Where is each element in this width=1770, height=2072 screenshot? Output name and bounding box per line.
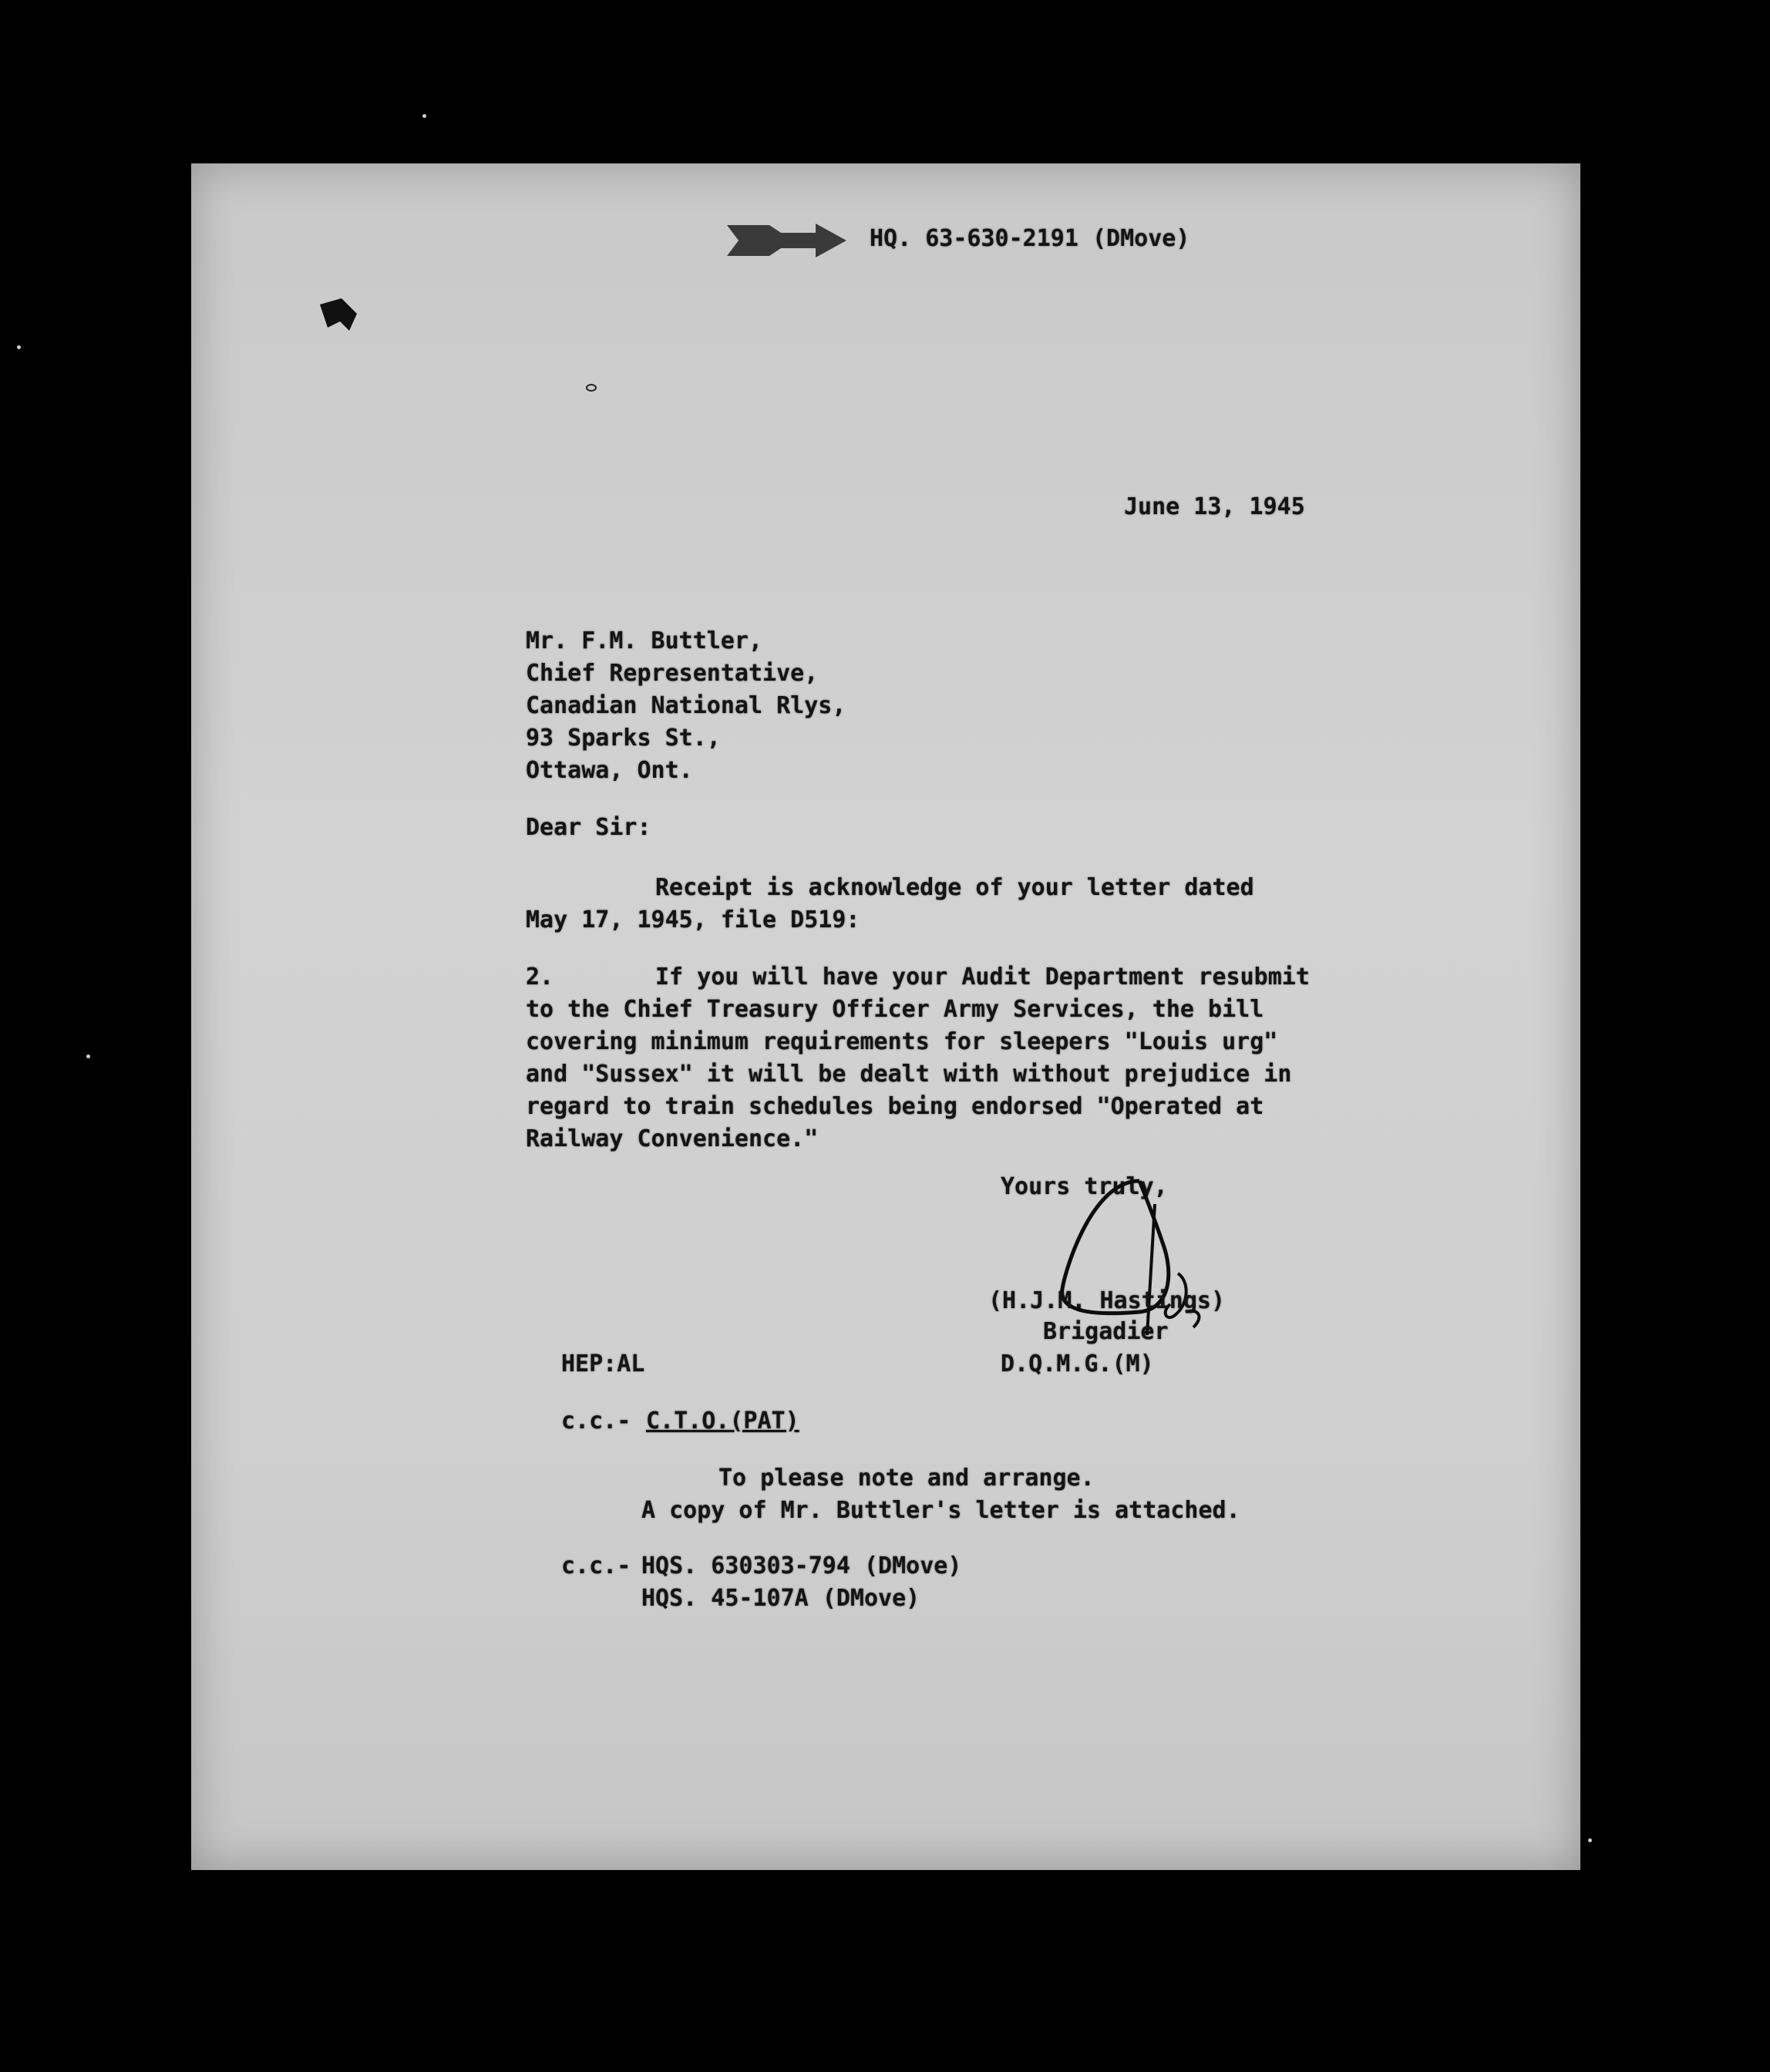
paragraph-line: Receipt is acknowledge of your letter dated: [655, 874, 1254, 901]
paragraph-line: May 17, 1945, file D519:: [526, 906, 860, 933]
paragraph-line: If you will have your Audit Department resubmit: [655, 964, 1310, 991]
pointing-arrow-stamp-icon: [723, 217, 854, 264]
cc-label: c.c.-: [561, 1408, 631, 1435]
recipient-line: Canadian National Rlys,: [526, 692, 846, 719]
signatory-name: (H.J.M. Hastings): [988, 1287, 1226, 1314]
cc-note-line: A copy of Mr. Buttler's letter is attached.: [641, 1497, 1240, 1524]
reference-initials: HEP:AL: [561, 1350, 645, 1377]
dust-speck: [1588, 1838, 1592, 1842]
ink-dot-icon: [586, 384, 597, 392]
salutation: Dear Sir:: [526, 814, 651, 841]
signatory-title: D.Q.M.G.(M): [1001, 1350, 1154, 1377]
paragraph-line: to the Chief Treasury Officer Army Services, the bill: [526, 996, 1264, 1023]
cc-note-line: To please note and arrange.: [718, 1465, 1095, 1492]
paragraph-line: and "Sussex" it will be dealt with without prejudice in: [526, 1061, 1292, 1088]
closing: Yours truly,: [1001, 1173, 1168, 1200]
recipient-line: Mr. F.M. Buttler,: [526, 627, 763, 654]
recipient-line: Chief Representative,: [526, 660, 819, 687]
file-reference: HQ. 63-630-2191 (DMove): [870, 225, 1190, 252]
cc-file-line: HQS. 45-107A (DMove): [641, 1585, 920, 1612]
recipient-line: 93 Sparks St.,: [526, 725, 721, 752]
signatory-rank: Brigadier: [1043, 1318, 1169, 1345]
letter-page: [191, 163, 1580, 1870]
paragraph-line: covering minimum requirements for sleepers "Louis urg": [526, 1028, 1278, 1055]
cc-file-line: HQS. 630303-794 (DMove): [641, 1552, 962, 1579]
dust-speck: [422, 114, 426, 118]
corner-punch-mark-icon: [318, 297, 360, 334]
cc-label: c.c.-: [561, 1552, 631, 1579]
cc-recipient: C.T.O.(PAT): [646, 1408, 799, 1435]
paragraph-line: regard to train schedules being endorsed "Operated at: [526, 1093, 1264, 1120]
dust-speck: [86, 1054, 90, 1058]
paragraph-number: 2.: [526, 964, 554, 991]
paragraph-line: Railway Convenience.": [526, 1125, 819, 1152]
dust-speck: [17, 345, 21, 349]
letter-date: June 13, 1945: [1124, 493, 1305, 520]
recipient-line: Ottawa, Ont.: [526, 757, 693, 784]
